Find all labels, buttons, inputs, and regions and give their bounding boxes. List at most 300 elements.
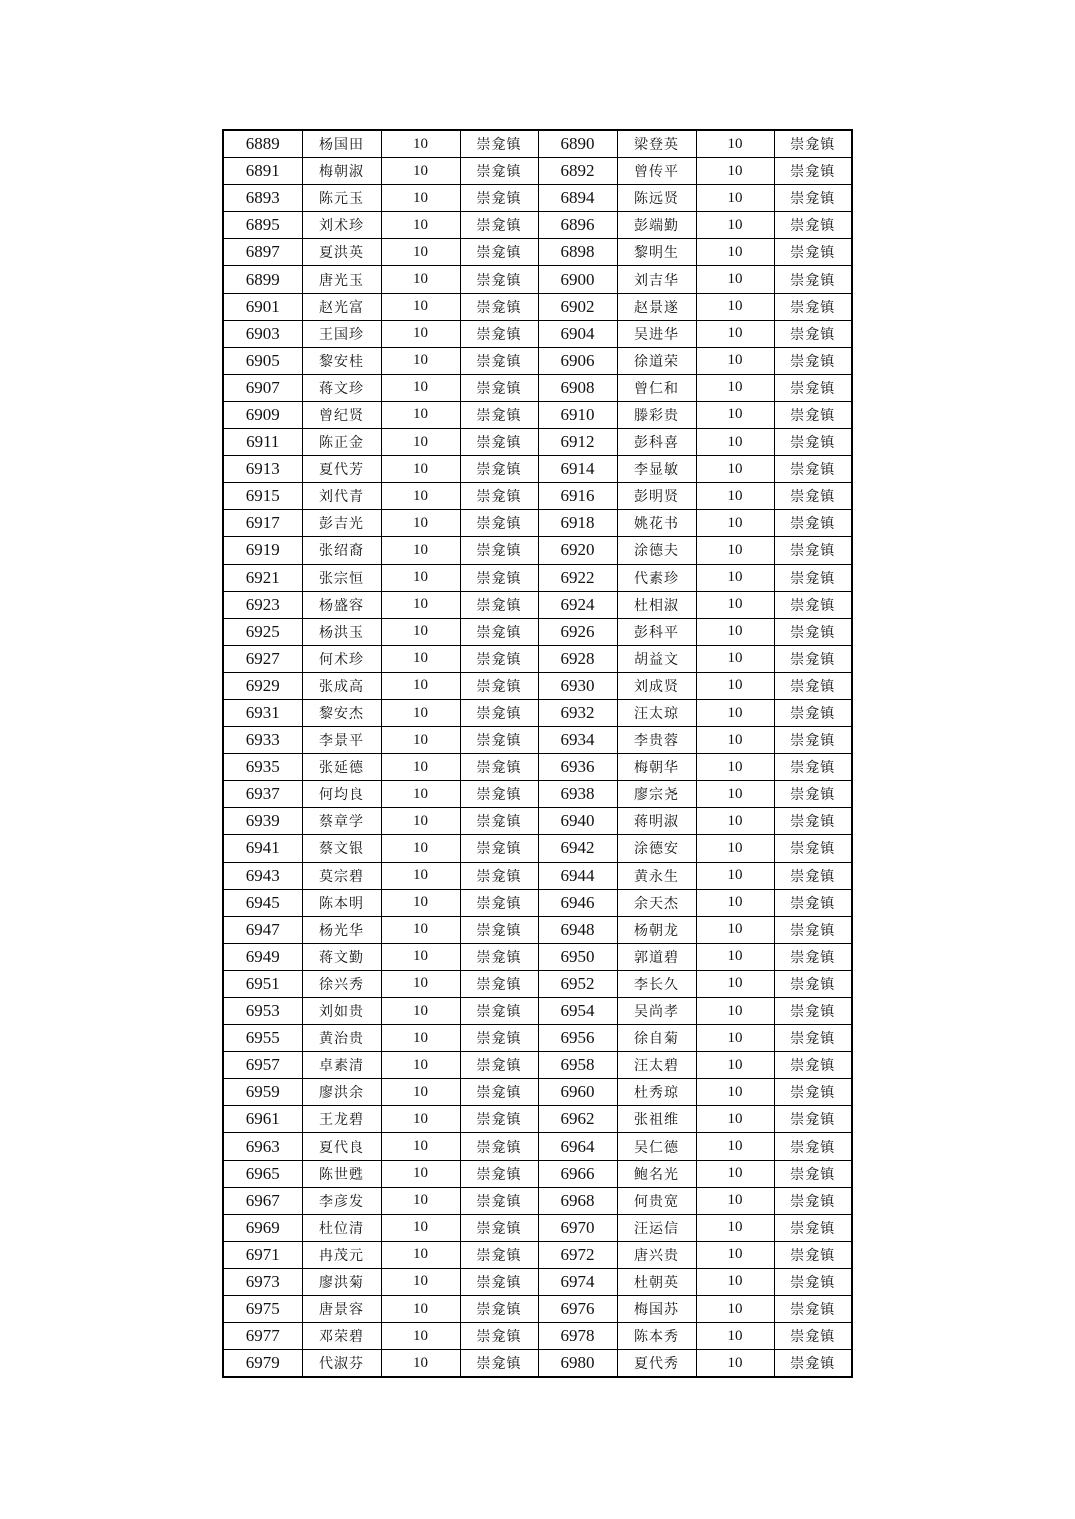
left-amount-cell: 10 <box>381 456 460 483</box>
right-id-cell: 6958 <box>538 1052 617 1079</box>
right-town-cell: 崇龛镇 <box>774 293 852 320</box>
right-town-cell: 崇龛镇 <box>774 1187 852 1214</box>
table-row <box>223 618 852 645</box>
right-town-cell: 崇龛镇 <box>774 1241 852 1268</box>
right-amount-cell: 10 <box>696 727 774 754</box>
left-town-cell: 崇龛镇 <box>460 130 538 158</box>
right-name-cell: 彭端勤 <box>617 212 696 239</box>
right-name-cell: 李显敏 <box>617 456 696 483</box>
table-row <box>223 320 852 347</box>
left-name-cell: 杨盛容 <box>302 591 381 618</box>
left-name-cell: 卓素清 <box>302 1052 381 1079</box>
left-amount-cell: 10 <box>381 1268 460 1295</box>
right-name-cell: 廖宗尧 <box>617 781 696 808</box>
left-id-cell: 6929 <box>223 672 302 699</box>
right-name-cell: 滕彩贵 <box>617 401 696 428</box>
left-name-cell: 廖洪菊 <box>302 1268 381 1295</box>
right-name-cell: 姚花书 <box>617 510 696 537</box>
left-town-cell: 崇龛镇 <box>460 347 538 374</box>
left-id-cell: 6895 <box>223 212 302 239</box>
table-row <box>223 1323 852 1350</box>
right-town-cell: 崇龛镇 <box>774 808 852 835</box>
left-amount-cell: 10 <box>381 239 460 266</box>
left-id-cell: 6893 <box>223 185 302 212</box>
left-amount-cell: 10 <box>381 1350 460 1378</box>
left-name-cell: 张宗恒 <box>302 564 381 591</box>
left-amount-cell: 10 <box>381 998 460 1025</box>
right-town-cell: 崇龛镇 <box>774 1350 852 1378</box>
left-amount-cell: 10 <box>381 293 460 320</box>
right-town-cell: 崇龛镇 <box>774 374 852 401</box>
left-name-cell: 赵光富 <box>302 293 381 320</box>
left-id-cell: 6951 <box>223 970 302 997</box>
left-town-cell: 崇龛镇 <box>460 1106 538 1133</box>
table-row <box>223 1187 852 1214</box>
right-amount-cell: 10 <box>696 212 774 239</box>
left-name-cell: 夏洪英 <box>302 239 381 266</box>
left-town-cell: 崇龛镇 <box>460 699 538 726</box>
right-town-cell: 崇龛镇 <box>774 537 852 564</box>
right-id-cell: 6956 <box>538 1025 617 1052</box>
left-id-cell: 6909 <box>223 401 302 428</box>
left-name-cell: 何均良 <box>302 781 381 808</box>
right-name-cell: 曾传平 <box>617 158 696 185</box>
right-id-cell: 6908 <box>538 374 617 401</box>
left-name-cell: 刘如贵 <box>302 998 381 1025</box>
left-amount-cell: 10 <box>381 266 460 293</box>
left-amount-cell: 10 <box>381 347 460 374</box>
table-row <box>223 401 852 428</box>
left-town-cell: 崇龛镇 <box>460 1133 538 1160</box>
table-row <box>223 1241 852 1268</box>
right-town-cell: 崇龛镇 <box>774 618 852 645</box>
left-amount-cell: 10 <box>381 1160 460 1187</box>
left-name-cell: 杨光华 <box>302 916 381 943</box>
right-id-cell: 6978 <box>538 1323 617 1350</box>
right-amount-cell: 10 <box>696 889 774 916</box>
left-name-cell: 陈世甦 <box>302 1160 381 1187</box>
table-row <box>223 754 852 781</box>
left-amount-cell: 10 <box>381 537 460 564</box>
right-id-cell: 6934 <box>538 727 617 754</box>
left-id-cell: 6911 <box>223 429 302 456</box>
right-amount-cell: 10 <box>696 456 774 483</box>
table-row <box>223 1106 852 1133</box>
table-row <box>223 943 852 970</box>
right-amount-cell: 10 <box>696 564 774 591</box>
right-id-cell: 6960 <box>538 1079 617 1106</box>
right-amount-cell: 10 <box>696 185 774 212</box>
right-name-cell: 汪太碧 <box>617 1052 696 1079</box>
left-id-cell: 6935 <box>223 754 302 781</box>
right-id-cell: 6926 <box>538 618 617 645</box>
right-amount-cell: 10 <box>696 1079 774 1106</box>
left-name-cell: 张延德 <box>302 754 381 781</box>
left-amount-cell: 10 <box>381 591 460 618</box>
right-name-cell: 黎明生 <box>617 239 696 266</box>
right-id-cell: 6914 <box>538 456 617 483</box>
right-name-cell: 鲍名光 <box>617 1160 696 1187</box>
right-town-cell: 崇龛镇 <box>774 185 852 212</box>
right-id-cell: 6974 <box>538 1268 617 1295</box>
left-amount-cell: 10 <box>381 1214 460 1241</box>
right-town-cell: 崇龛镇 <box>774 889 852 916</box>
right-name-cell: 夏代秀 <box>617 1350 696 1378</box>
left-name-cell: 黎安杰 <box>302 699 381 726</box>
right-amount-cell: 10 <box>696 239 774 266</box>
left-amount-cell: 10 <box>381 483 460 510</box>
left-id-cell: 6901 <box>223 293 302 320</box>
left-id-cell: 6937 <box>223 781 302 808</box>
left-name-cell: 夏代芳 <box>302 456 381 483</box>
left-id-cell: 6905 <box>223 347 302 374</box>
right-id-cell: 6922 <box>538 564 617 591</box>
left-name-cell: 李彦发 <box>302 1187 381 1214</box>
roster-table <box>222 129 853 1378</box>
table-row <box>223 1160 852 1187</box>
left-town-cell: 崇龛镇 <box>460 374 538 401</box>
table-row <box>223 130 852 158</box>
table-row <box>223 1052 852 1079</box>
table-row <box>223 212 852 239</box>
left-id-cell: 6925 <box>223 618 302 645</box>
right-amount-cell: 10 <box>696 1106 774 1133</box>
table-row <box>223 699 852 726</box>
right-id-cell: 6892 <box>538 158 617 185</box>
right-town-cell: 崇龛镇 <box>774 1133 852 1160</box>
table-row <box>223 483 852 510</box>
left-town-cell: 崇龛镇 <box>460 212 538 239</box>
table-row <box>223 266 852 293</box>
left-id-cell: 6931 <box>223 699 302 726</box>
right-amount-cell: 10 <box>696 591 774 618</box>
left-amount-cell: 10 <box>381 1296 460 1323</box>
right-amount-cell: 10 <box>696 320 774 347</box>
left-name-cell: 梅朝淑 <box>302 158 381 185</box>
left-name-cell: 曾纪贤 <box>302 401 381 428</box>
right-id-cell: 6906 <box>538 347 617 374</box>
right-amount-cell: 10 <box>696 645 774 672</box>
left-name-cell: 代淑芬 <box>302 1350 381 1378</box>
table-row <box>223 1133 852 1160</box>
left-town-cell: 崇龛镇 <box>460 645 538 672</box>
table-row <box>223 510 852 537</box>
table-row <box>223 1350 852 1378</box>
left-town-cell: 崇龛镇 <box>460 943 538 970</box>
right-id-cell: 6890 <box>538 130 617 158</box>
left-name-cell: 陈本明 <box>302 889 381 916</box>
right-town-cell: 崇龛镇 <box>774 754 852 781</box>
left-amount-cell: 10 <box>381 1025 460 1052</box>
right-town-cell: 崇龛镇 <box>774 212 852 239</box>
left-amount-cell: 10 <box>381 943 460 970</box>
right-name-cell: 郭道碧 <box>617 943 696 970</box>
right-amount-cell: 10 <box>696 1241 774 1268</box>
left-amount-cell: 10 <box>381 212 460 239</box>
left-amount-cell: 10 <box>381 970 460 997</box>
right-name-cell: 唐兴贵 <box>617 1241 696 1268</box>
right-town-cell: 崇龛镇 <box>774 835 852 862</box>
left-amount-cell: 10 <box>381 320 460 347</box>
table-row <box>223 727 852 754</box>
left-name-cell: 唐景容 <box>302 1296 381 1323</box>
left-id-cell: 6915 <box>223 483 302 510</box>
right-town-cell: 崇龛镇 <box>774 699 852 726</box>
table-row <box>223 293 852 320</box>
right-id-cell: 6966 <box>538 1160 617 1187</box>
left-name-cell: 夏代良 <box>302 1133 381 1160</box>
right-name-cell: 代素珍 <box>617 564 696 591</box>
left-town-cell: 崇龛镇 <box>460 889 538 916</box>
left-town-cell: 崇龛镇 <box>460 320 538 347</box>
left-amount-cell: 10 <box>381 1323 460 1350</box>
right-name-cell: 刘吉华 <box>617 266 696 293</box>
right-town-cell: 崇龛镇 <box>774 1025 852 1052</box>
right-amount-cell: 10 <box>696 808 774 835</box>
left-id-cell: 6921 <box>223 564 302 591</box>
right-name-cell: 张祖维 <box>617 1106 696 1133</box>
left-name-cell: 王龙碧 <box>302 1106 381 1133</box>
left-name-cell: 蔡章学 <box>302 808 381 835</box>
right-amount-cell: 10 <box>696 1052 774 1079</box>
left-town-cell: 崇龛镇 <box>460 1214 538 1241</box>
right-id-cell: 6938 <box>538 781 617 808</box>
left-name-cell: 陈元玉 <box>302 185 381 212</box>
left-town-cell: 崇龛镇 <box>460 754 538 781</box>
table-row <box>223 591 852 618</box>
left-name-cell: 陈正金 <box>302 429 381 456</box>
right-id-cell: 6910 <box>538 401 617 428</box>
left-town-cell: 崇龛镇 <box>460 510 538 537</box>
right-amount-cell: 10 <box>696 401 774 428</box>
right-town-cell: 崇龛镇 <box>774 1079 852 1106</box>
left-amount-cell: 10 <box>381 808 460 835</box>
right-name-cell: 李贵蓉 <box>617 727 696 754</box>
table-row <box>223 808 852 835</box>
left-amount-cell: 10 <box>381 672 460 699</box>
left-amount-cell: 10 <box>381 889 460 916</box>
left-id-cell: 6977 <box>223 1323 302 1350</box>
left-town-cell: 崇龛镇 <box>460 401 538 428</box>
left-amount-cell: 10 <box>381 754 460 781</box>
right-id-cell: 6900 <box>538 266 617 293</box>
right-town-cell: 崇龛镇 <box>774 158 852 185</box>
table-row <box>223 889 852 916</box>
left-id-cell: 6971 <box>223 1241 302 1268</box>
left-name-cell: 杨洪玉 <box>302 618 381 645</box>
left-id-cell: 6975 <box>223 1296 302 1323</box>
table-row <box>223 158 852 185</box>
right-town-cell: 崇龛镇 <box>774 943 852 970</box>
right-id-cell: 6936 <box>538 754 617 781</box>
right-amount-cell: 10 <box>696 1214 774 1241</box>
right-name-cell: 吴进华 <box>617 320 696 347</box>
right-id-cell: 6950 <box>538 943 617 970</box>
right-amount-cell: 10 <box>696 266 774 293</box>
table-row <box>223 1079 852 1106</box>
right-id-cell: 6894 <box>538 185 617 212</box>
left-town-cell: 崇龛镇 <box>460 781 538 808</box>
right-town-cell: 崇龛镇 <box>774 239 852 266</box>
left-id-cell: 6889 <box>223 130 302 158</box>
right-town-cell: 崇龛镇 <box>774 320 852 347</box>
left-amount-cell: 10 <box>381 1133 460 1160</box>
left-town-cell: 崇龛镇 <box>460 293 538 320</box>
right-town-cell: 崇龛镇 <box>774 510 852 537</box>
right-town-cell: 崇龛镇 <box>774 727 852 754</box>
right-amount-cell: 10 <box>696 1133 774 1160</box>
left-id-cell: 6949 <box>223 943 302 970</box>
left-amount-cell: 10 <box>381 510 460 537</box>
left-id-cell: 6961 <box>223 1106 302 1133</box>
right-name-cell: 陈远贤 <box>617 185 696 212</box>
right-id-cell: 6932 <box>538 699 617 726</box>
right-town-cell: 崇龛镇 <box>774 1106 852 1133</box>
left-town-cell: 崇龛镇 <box>460 1268 538 1295</box>
table-row <box>223 672 852 699</box>
right-amount-cell: 10 <box>696 1025 774 1052</box>
right-amount-cell: 10 <box>696 1268 774 1295</box>
left-town-cell: 崇龛镇 <box>460 158 538 185</box>
left-town-cell: 崇龛镇 <box>460 862 538 889</box>
left-town-cell: 崇龛镇 <box>460 1296 538 1323</box>
right-town-cell: 崇龛镇 <box>774 266 852 293</box>
left-name-cell: 张成高 <box>302 672 381 699</box>
left-town-cell: 崇龛镇 <box>460 266 538 293</box>
table-row <box>223 645 852 672</box>
right-town-cell: 崇龛镇 <box>774 1160 852 1187</box>
right-amount-cell: 10 <box>696 130 774 158</box>
right-id-cell: 6942 <box>538 835 617 862</box>
left-id-cell: 6899 <box>223 266 302 293</box>
left-town-cell: 崇龛镇 <box>460 1025 538 1052</box>
right-town-cell: 崇龛镇 <box>774 781 852 808</box>
left-id-cell: 6955 <box>223 1025 302 1052</box>
right-town-cell: 崇龛镇 <box>774 970 852 997</box>
right-amount-cell: 10 <box>696 916 774 943</box>
left-amount-cell: 10 <box>381 158 460 185</box>
table-row <box>223 1268 852 1295</box>
right-town-cell: 崇龛镇 <box>774 1323 852 1350</box>
left-town-cell: 崇龛镇 <box>460 672 538 699</box>
left-name-cell: 黎安桂 <box>302 347 381 374</box>
right-id-cell: 6928 <box>538 645 617 672</box>
right-name-cell: 杜朝英 <box>617 1268 696 1295</box>
right-id-cell: 6976 <box>538 1296 617 1323</box>
right-name-cell: 吴仁德 <box>617 1133 696 1160</box>
table-row <box>223 835 852 862</box>
left-id-cell: 6943 <box>223 862 302 889</box>
table-row <box>223 456 852 483</box>
left-id-cell: 6963 <box>223 1133 302 1160</box>
right-name-cell: 胡益文 <box>617 645 696 672</box>
left-id-cell: 6979 <box>223 1350 302 1378</box>
left-name-cell: 邓荣碧 <box>302 1323 381 1350</box>
left-town-cell: 崇龛镇 <box>460 1160 538 1187</box>
table-row <box>223 862 852 889</box>
left-name-cell: 廖洪余 <box>302 1079 381 1106</box>
right-town-cell: 崇龛镇 <box>774 1296 852 1323</box>
left-id-cell: 6919 <box>223 537 302 564</box>
right-name-cell: 陈本秀 <box>617 1323 696 1350</box>
left-id-cell: 6933 <box>223 727 302 754</box>
right-amount-cell: 10 <box>696 699 774 726</box>
right-name-cell: 曾仁和 <box>617 374 696 401</box>
left-name-cell: 徐兴秀 <box>302 970 381 997</box>
right-name-cell: 梅国苏 <box>617 1296 696 1323</box>
left-amount-cell: 10 <box>381 429 460 456</box>
left-id-cell: 6891 <box>223 158 302 185</box>
right-name-cell: 杜相淑 <box>617 591 696 618</box>
left-amount-cell: 10 <box>381 374 460 401</box>
right-amount-cell: 10 <box>696 1323 774 1350</box>
right-town-cell: 崇龛镇 <box>774 591 852 618</box>
left-id-cell: 6959 <box>223 1079 302 1106</box>
left-id-cell: 6947 <box>223 916 302 943</box>
left-name-cell: 张绍裔 <box>302 537 381 564</box>
right-amount-cell: 10 <box>696 672 774 699</box>
table-row <box>223 1214 852 1241</box>
left-town-cell: 崇龛镇 <box>460 1241 538 1268</box>
left-town-cell: 崇龛镇 <box>460 483 538 510</box>
right-town-cell: 崇龛镇 <box>774 645 852 672</box>
left-name-cell: 杜位清 <box>302 1214 381 1241</box>
right-amount-cell: 10 <box>696 483 774 510</box>
left-id-cell: 6969 <box>223 1214 302 1241</box>
right-town-cell: 崇龛镇 <box>774 429 852 456</box>
right-amount-cell: 10 <box>696 1160 774 1187</box>
table-row <box>223 564 852 591</box>
right-id-cell: 6948 <box>538 916 617 943</box>
table-row <box>223 374 852 401</box>
left-id-cell: 6945 <box>223 889 302 916</box>
left-amount-cell: 10 <box>381 645 460 672</box>
left-name-cell: 冉茂元 <box>302 1241 381 1268</box>
right-id-cell: 6980 <box>538 1350 617 1378</box>
left-id-cell: 6917 <box>223 510 302 537</box>
right-id-cell: 6962 <box>538 1106 617 1133</box>
left-town-cell: 崇龛镇 <box>460 808 538 835</box>
right-name-cell: 刘成贤 <box>617 672 696 699</box>
right-id-cell: 6940 <box>538 808 617 835</box>
left-id-cell: 6965 <box>223 1160 302 1187</box>
table-row <box>223 1296 852 1323</box>
right-amount-cell: 10 <box>696 862 774 889</box>
right-amount-cell: 10 <box>696 943 774 970</box>
right-town-cell: 崇龛镇 <box>774 456 852 483</box>
left-id-cell: 6939 <box>223 808 302 835</box>
right-id-cell: 6918 <box>538 510 617 537</box>
right-name-cell: 杜秀琼 <box>617 1079 696 1106</box>
left-amount-cell: 10 <box>381 401 460 428</box>
left-amount-cell: 10 <box>381 185 460 212</box>
right-town-cell: 崇龛镇 <box>774 130 852 158</box>
table-row <box>223 239 852 266</box>
right-name-cell: 彭科平 <box>617 618 696 645</box>
right-id-cell: 6968 <box>538 1187 617 1214</box>
left-town-cell: 崇龛镇 <box>460 239 538 266</box>
right-amount-cell: 10 <box>696 998 774 1025</box>
right-amount-cell: 10 <box>696 754 774 781</box>
left-amount-cell: 10 <box>381 835 460 862</box>
left-id-cell: 6923 <box>223 591 302 618</box>
right-town-cell: 崇龛镇 <box>774 916 852 943</box>
left-town-cell: 崇龛镇 <box>460 970 538 997</box>
right-name-cell: 涂德夫 <box>617 537 696 564</box>
right-id-cell: 6916 <box>538 483 617 510</box>
left-town-cell: 崇龛镇 <box>460 591 538 618</box>
right-name-cell: 李长久 <box>617 970 696 997</box>
